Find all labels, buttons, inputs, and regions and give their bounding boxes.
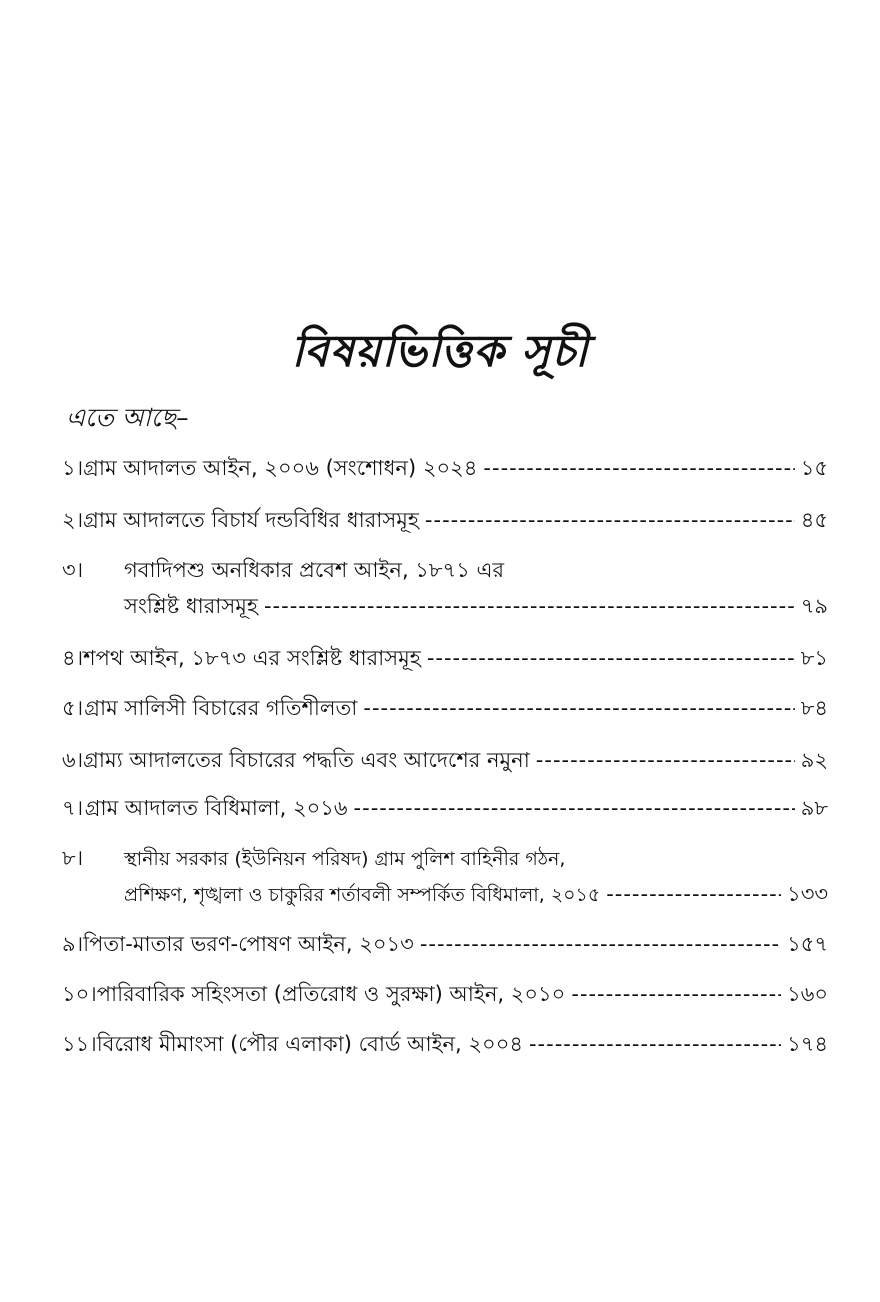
dot-leader — [606, 878, 781, 910]
dot-leader — [427, 642, 795, 674]
entry-number: ১। — [62, 456, 84, 480]
entry-title: গ্রাম আদালতে বিচার্য দন্ডবিধির ধারাসমূহ — [83, 508, 419, 532]
entry-number: ৩। — [62, 558, 84, 582]
dot-leader — [529, 1028, 781, 1060]
entry-page: ৭৯ — [800, 594, 828, 618]
entry-page: ১৫ — [800, 456, 828, 480]
entry-page: ৯৮ — [800, 796, 828, 820]
dot-leader — [363, 692, 794, 724]
entry-page: ৮৪ — [800, 696, 828, 720]
entry-number: ৮। — [62, 846, 84, 870]
dot-leader — [571, 978, 781, 1010]
entry-title: গ্রাম আদালত আইন, ২০০৬ (সংশোধন) ২০২৪ — [83, 456, 478, 480]
entry-title: পিতা-মাতার ভরণ-পোষণ আইন, ২০১৩ — [83, 932, 414, 956]
entry-page: ৮১ — [800, 646, 828, 670]
entry-number: ৬। — [62, 748, 84, 772]
entry-page: ১৬০ — [787, 982, 828, 1006]
entry-number: ১১। — [62, 1032, 97, 1056]
dot-leader — [425, 504, 795, 536]
entry-title: গ্রাম্য আদালতের বিচারের পদ্ধতি এবং আদেশের নমুনা — [83, 748, 530, 772]
entry-title: গ্রাম সালিসী বিচারের গতিশীলতা — [84, 696, 358, 720]
entry-page: ১৫৭ — [787, 932, 828, 956]
entry-title: গবাদিপশু অনধিকার প্রবেশ আইন, ১৮৭১ এর — [124, 558, 505, 582]
entry-number: ১০। — [62, 982, 97, 1006]
entry-page: ৪৫ — [800, 508, 828, 532]
entry-title: বিরোধ মীমাংসা (পৌর এলাকা) বোর্ড আইন, ২০০৪ — [96, 1032, 523, 1056]
entry-title: গ্রাম আদালত বিধিমালা, ২০১৬ — [84, 796, 348, 820]
intro-text: এতে আছে– — [66, 403, 189, 432]
entry-title-continued: প্রশিক্ষণ, শৃঙ্খলা ও চাকুরির শর্তাবলী সম্পর্কিত বিধিমালা, ২০১৫ — [124, 884, 601, 906]
entry-page: ১৭৪ — [787, 1032, 828, 1056]
dot-leader — [354, 792, 795, 824]
entry-page: ৯২ — [800, 748, 828, 772]
dot-leader — [264, 590, 795, 622]
entry-title: স্থানীয় সরকার (ইউনিয়ন পরিষদ) গ্রাম পুলিশ বাহিনীর গঠন, — [124, 848, 566, 870]
entry-title-continued: সংশ্লিষ্ট ধারাসমূহ — [124, 594, 258, 618]
dot-leader — [420, 928, 781, 960]
entry-page: ১৩৩ — [787, 882, 828, 906]
entry-number: ২। — [62, 508, 84, 532]
dot-leader — [536, 744, 795, 776]
entry-number: ৯। — [62, 932, 84, 956]
entry-number: ৭। — [62, 796, 84, 820]
entry-title: শপথ আইন, ১৮৭৩ এর সংশ্লিষ্ট ধারাসমূহ — [83, 646, 421, 670]
entry-number: ৪। — [62, 646, 84, 670]
entry-title: পারিবারিক সহিংসতা (প্রতিরোধ ও সুরক্ষা) আইন, ২০১০ — [96, 982, 566, 1006]
dot-leader — [483, 452, 794, 484]
page-title: বিষয়ভিত্তিক সূচী — [291, 326, 589, 377]
entry-number: ৫। — [62, 696, 84, 720]
